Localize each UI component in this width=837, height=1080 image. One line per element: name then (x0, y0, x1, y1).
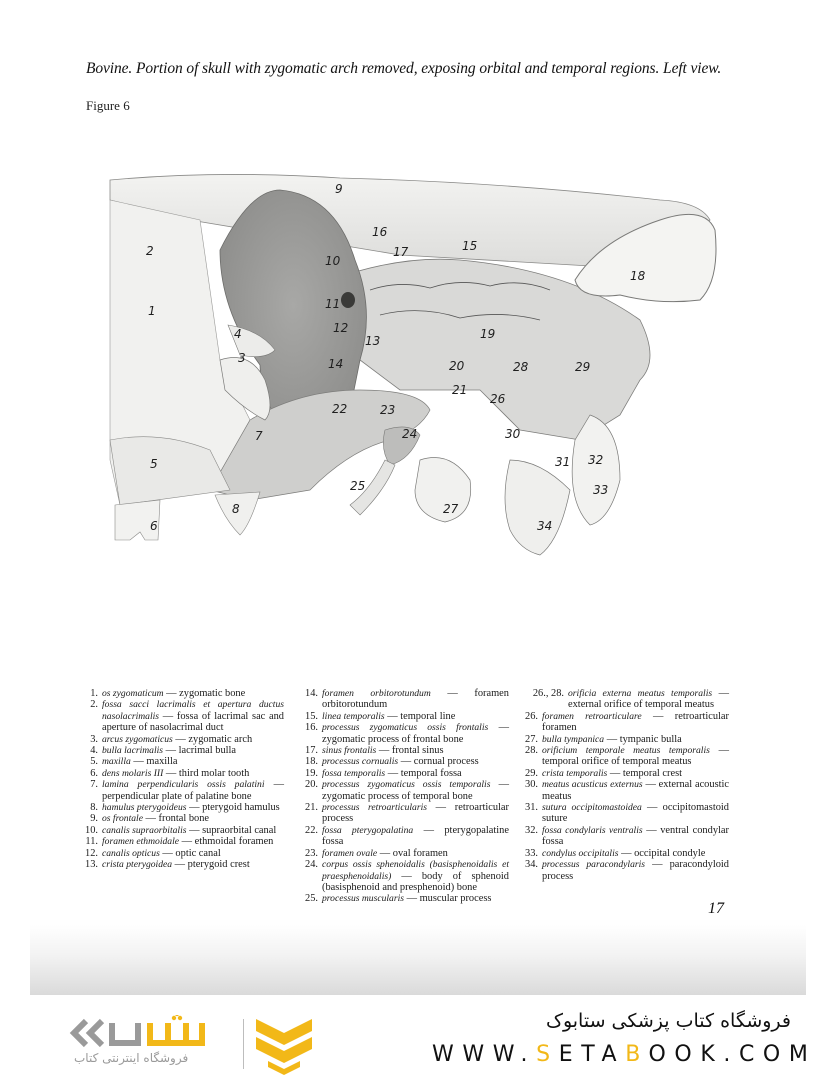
legend-entry (84, 756, 284, 767)
english-term: zygomatic arch (188, 733, 253, 745)
separator: — (172, 733, 189, 745)
separator: — (404, 893, 420, 905)
svg-text:9: 9 (335, 182, 343, 196)
svg-text:15: 15 (462, 239, 478, 253)
logo-chevron-mark-icon (254, 1017, 314, 1075)
legend-number: 26., 28. (532, 688, 564, 699)
legend-text (322, 825, 509, 848)
english-term: zygomatic bone (179, 688, 246, 699)
legend-text (322, 779, 509, 802)
latin-term: processus cornualis (322, 756, 399, 768)
latin-term: sutura occipitomastoidea (542, 802, 642, 814)
svg-text:16: 16 (372, 225, 388, 239)
latin-term: sinus frontalis (322, 745, 377, 757)
legend-number: 21. (305, 802, 318, 814)
svg-text:32: 32 (588, 453, 604, 467)
separator: — (618, 847, 635, 859)
legend-entry (84, 802, 284, 813)
latin-term: bulla tympanica (542, 733, 605, 745)
english-term: temporal fossa (400, 767, 462, 779)
english-term: cornual process (413, 756, 479, 768)
english-term: paracondyloid process (542, 859, 729, 882)
svg-text:8: 8 (232, 502, 240, 516)
separator: — (709, 745, 729, 757)
legend-number: 32. (525, 824, 538, 836)
separator: — (186, 802, 203, 814)
legend-entry (524, 711, 729, 734)
logo-subtitle: فروشگاه اینترنتی کتاب (74, 1051, 189, 1065)
legend-number: 7. (90, 779, 98, 791)
english-term: zygomatic process of frontal bone (322, 733, 464, 745)
separator: — (376, 745, 392, 757)
legend-number: 13. (85, 859, 98, 871)
english-term: retroarticular process (322, 802, 509, 825)
latin-term: os frontale (102, 813, 143, 825)
separator: — (130, 756, 147, 768)
english-term: body of sphenoid (basisphenoid and presphenoid) bone (322, 870, 509, 893)
legend-number: 27. (525, 733, 538, 745)
english-term: oval foramen (392, 847, 448, 859)
english-term: tympanic bulla (619, 733, 682, 745)
latin-term: processus paracondylaris (542, 859, 645, 871)
english-term: occipital condyle (634, 847, 706, 859)
svg-text:28: 28 (513, 360, 529, 374)
english-term: temporal orifice of temporal meatus (542, 756, 692, 768)
latin-term: bulla lacrimalis (102, 745, 164, 757)
figure-caption: Bovine. Portion of skull with zygomatic arch removed, exposing orbital and temporal regions. Left view. (86, 60, 722, 77)
separator: — (398, 756, 414, 768)
page-number: 17 (708, 900, 724, 917)
svg-text:26: 26 (490, 392, 506, 406)
latin-term: fossa sacci lacrimalis et apertura ductus nasolacrimalis (102, 699, 284, 722)
svg-text:17: 17 (393, 245, 409, 259)
english-term: external acoustic meatus (542, 779, 729, 802)
legend-column-1 (84, 688, 284, 871)
skull-illustration (100, 160, 740, 580)
latin-term: processus muscularis (322, 893, 404, 905)
separator: — (488, 722, 509, 734)
legend-number: 28. (525, 745, 538, 757)
latin-term: condylus occipitalis (542, 847, 619, 859)
legend-entry (304, 722, 509, 745)
legend-text (542, 848, 729, 859)
latin-term: orificium temporale meatus temporalis (542, 745, 710, 757)
legend-entry (304, 825, 509, 848)
svg-text:4: 4 (234, 327, 242, 341)
legend-text (102, 779, 284, 802)
english-term: supraorbital canal (202, 824, 277, 836)
legend-entry (304, 688, 509, 711)
legend-text (102, 813, 284, 824)
legend-entry (524, 802, 729, 825)
latin-term: maxilla (102, 756, 131, 768)
separator: — (604, 733, 620, 745)
legend-number: 34. (525, 859, 538, 871)
figure-number: Figure 6 (86, 98, 130, 113)
separator: — (142, 813, 159, 825)
legend-number: 29. (525, 767, 538, 779)
separator: — (385, 767, 401, 779)
svg-text:29: 29 (575, 360, 591, 374)
svg-text:5: 5 (150, 457, 158, 471)
legend-entry (84, 859, 284, 870)
legend-number: 15. (305, 710, 318, 722)
separator: — (712, 688, 729, 699)
latin-term: processus retroarticularis (322, 802, 427, 814)
legend-entry (84, 825, 284, 836)
svg-text:33: 33 (593, 483, 609, 497)
legend-number: 31. (525, 802, 538, 814)
legend-entry (84, 836, 284, 847)
legend-number: 33. (525, 847, 538, 859)
legend-entry (84, 688, 284, 699)
english-term: pterygoid hamulus (202, 802, 280, 814)
legend-entry (524, 848, 729, 859)
legend-text (322, 711, 509, 722)
legend-text (542, 779, 729, 802)
english-term: pterygoid crest (187, 859, 250, 871)
shop-url-link[interactable]: WWW.SETABOOK.COM (432, 1042, 817, 1067)
separator: — (642, 779, 659, 791)
legend-text (542, 768, 729, 779)
latin-term: foramen retroarticulare (542, 710, 642, 722)
separator: — (179, 836, 195, 848)
latin-term: corpus ossis sphenoidalis (basisphenoidalis et praesphenoidalis) (322, 859, 509, 882)
legend-number: 5. (90, 756, 98, 768)
legend-text (102, 825, 284, 836)
legend-entry (304, 768, 509, 779)
legend-entry (304, 893, 509, 904)
legend-entry (304, 802, 509, 825)
legend-number: 9. (90, 813, 98, 825)
legend-text (102, 848, 284, 859)
legend-text (568, 688, 729, 711)
svg-text:10: 10 (325, 254, 341, 268)
legend-number: 26. (525, 710, 538, 722)
legend-entry (84, 699, 284, 733)
legend-entry (304, 848, 509, 859)
latin-term: os zygomaticum (102, 688, 164, 699)
separator: — (607, 767, 623, 779)
svg-text:11: 11 (325, 297, 341, 311)
latin-term: fossa pterygopalatina (322, 824, 414, 836)
legend-entry (304, 745, 509, 756)
latin-term: canalis supraorbitalis (102, 824, 187, 836)
legend-number: 4. (90, 745, 98, 757)
svg-text:20: 20 (449, 359, 465, 373)
legend-text (542, 825, 729, 848)
legend-number: 17. (305, 745, 318, 757)
legend-entry (304, 779, 509, 802)
svg-text:31: 31 (555, 455, 571, 469)
english-term: fossa of lacrimal sac and aperture of nasolacrimal duct (102, 710, 284, 734)
svg-text:12: 12 (333, 321, 349, 335)
legend-number: 8. (90, 802, 98, 814)
english-term: perpendicular plate of palatine bone (102, 790, 252, 802)
english-term: occipitomastoid suture (542, 802, 729, 825)
legend-number: 12. (85, 847, 98, 859)
separator: — (186, 824, 203, 836)
latin-term: canalis opticus (102, 847, 160, 859)
legend-text (102, 734, 284, 745)
separator: — (377, 847, 393, 859)
legend-text (322, 802, 509, 825)
latin-term: linea temporalis (322, 710, 385, 722)
legend-text (102, 688, 284, 699)
svg-text:1: 1 (148, 304, 156, 318)
svg-text:13: 13 (365, 334, 381, 348)
english-term: temporal crest (622, 767, 683, 779)
logo-divider (243, 1019, 244, 1069)
legend-number: 14. (305, 688, 318, 699)
english-term: lacrimal bulla (178, 745, 237, 757)
legend-text (102, 699, 284, 733)
legend-text (322, 756, 509, 767)
english-term: foramen orbitorotundum (322, 688, 509, 711)
legend-entry (524, 734, 729, 745)
legend-number: 25. (305, 893, 318, 905)
latin-term: meatus acusticus externus (542, 779, 643, 791)
svg-text:23: 23 (380, 403, 396, 417)
english-term: retroarticular foramen (542, 710, 729, 734)
latin-term: arcus zygomaticus (102, 733, 173, 745)
legend-text (322, 859, 509, 893)
separator: — (642, 824, 661, 836)
legend-number: 11. (85, 836, 98, 848)
legend-text (102, 859, 284, 870)
legend-text (542, 859, 729, 882)
separator: — (163, 767, 179, 779)
svg-text:25: 25 (350, 479, 366, 493)
legend-entry (524, 745, 729, 768)
svg-text:2: 2 (146, 244, 154, 258)
english-term: frontal bone (158, 813, 210, 825)
legend-entry (524, 779, 729, 802)
legend-text (542, 711, 729, 734)
english-term: zygomatic process of temporal bone (322, 790, 473, 802)
svg-text:34: 34 (537, 519, 553, 533)
english-term: third molar tooth (178, 767, 250, 779)
legend-text (542, 802, 729, 825)
latin-term: foramen ovale (322, 847, 378, 859)
legend-text (322, 745, 509, 756)
latin-term: orificia externa meatus temporalis (568, 688, 713, 699)
legend-entry (84, 848, 284, 859)
latin-term: hamulus pterygoideus (102, 802, 187, 814)
legend-text (322, 722, 509, 745)
english-term: frontal sinus (391, 745, 444, 757)
separator: — (159, 710, 177, 722)
english-term: optic canal (175, 847, 221, 859)
separator: — (163, 688, 180, 699)
legend-number: 10. (85, 824, 98, 836)
english-term: ventral condylar fossa (542, 824, 729, 848)
legend-number: 30. (525, 779, 538, 791)
legend-number: 1. (90, 688, 98, 699)
legend-text (102, 836, 284, 847)
svg-text:21: 21 (452, 383, 468, 397)
legend-number: 24. (305, 859, 318, 871)
legend-number: 20. (305, 779, 318, 791)
latin-term: processus zygomaticus ossis temporalis (322, 779, 491, 791)
page-edge-shadow (30, 925, 806, 995)
legend-entry (304, 756, 509, 767)
legend-text (102, 756, 284, 767)
legend-entry (524, 688, 729, 711)
shop-name-persian: فروشگاه کتاب پزشکی ستابوک (545, 1010, 791, 1032)
legend-entry (84, 745, 284, 756)
latin-term: lamina perpendicularis ossis palatini (102, 779, 265, 791)
legend-entry (84, 779, 284, 802)
separator: — (430, 688, 475, 699)
latin-term: crista pterygoidea (102, 859, 173, 871)
svg-text:19: 19 (480, 327, 496, 341)
english-term: ethmoidal foramen (194, 836, 274, 848)
legend-number: 23. (305, 847, 318, 859)
legend-entry (84, 813, 284, 824)
legend-text (322, 848, 509, 859)
legend-entry (84, 734, 284, 745)
legend-entry (304, 711, 509, 722)
legend-number: 22. (305, 824, 318, 836)
legend-number: 16. (305, 722, 318, 734)
setabook-logo[interactable] (68, 1015, 318, 1073)
english-term: maxilla (146, 756, 178, 768)
separator: — (391, 870, 422, 882)
separator: — (172, 859, 188, 871)
legend-text (542, 745, 729, 768)
legend-number: 19. (305, 767, 318, 779)
separator: — (159, 847, 176, 859)
separator: — (490, 779, 509, 791)
latin-term: fossa temporalis (322, 767, 386, 779)
legend-text (102, 745, 284, 756)
latin-term: dens molaris III (102, 767, 164, 779)
latin-term: foramen orbitorotundum (322, 688, 431, 699)
english-term: pterygopalatine fossa (322, 824, 509, 848)
legend-entry (304, 859, 509, 893)
english-term: external orifice of temporal meatus (568, 699, 714, 711)
separator: — (413, 824, 445, 836)
separator: — (384, 710, 401, 722)
separator: — (163, 745, 179, 757)
legend-entry (524, 825, 729, 848)
legend-text (102, 802, 284, 813)
legend-column-2 (304, 688, 509, 905)
svg-text:6: 6 (150, 519, 158, 533)
latin-term: processus zygomaticus ossis frontalis (322, 722, 489, 734)
separator: — (645, 859, 670, 871)
svg-text:18: 18 (630, 269, 646, 283)
separator: — (641, 802, 663, 814)
english-term: temporal line (400, 710, 456, 722)
legend-entry (84, 768, 284, 779)
logo-wordmark-icon (68, 1015, 240, 1051)
legend-text (322, 688, 509, 711)
latin-term: foramen ethmoidale (102, 836, 180, 848)
svg-text:22: 22 (332, 402, 348, 416)
legend-entry (524, 768, 729, 779)
separator: — (641, 710, 675, 722)
separator: — (264, 779, 284, 791)
legend-text (322, 768, 509, 779)
legend-entry (524, 859, 729, 882)
legend-text (542, 734, 729, 745)
latin-term: crista temporalis (542, 767, 608, 779)
latin-term: fossa condylaris ventralis (542, 824, 643, 836)
legend-number: 6. (90, 767, 98, 779)
svg-text:24: 24 (402, 427, 418, 441)
svg-text:7: 7 (255, 429, 263, 443)
svg-text:27: 27 (443, 502, 459, 516)
legend-number: 3. (90, 733, 98, 745)
legend-column-3 (524, 688, 729, 882)
svg-text:30: 30 (505, 427, 521, 441)
legend-text (322, 893, 509, 904)
legend-text (102, 768, 284, 779)
svg-text:14: 14 (328, 357, 344, 371)
legend-number: 2. (90, 699, 98, 711)
svg-text:3: 3 (238, 351, 246, 365)
legend-number: 18. (305, 756, 318, 768)
english-term: muscular process (419, 893, 492, 905)
separator: — (426, 802, 455, 814)
